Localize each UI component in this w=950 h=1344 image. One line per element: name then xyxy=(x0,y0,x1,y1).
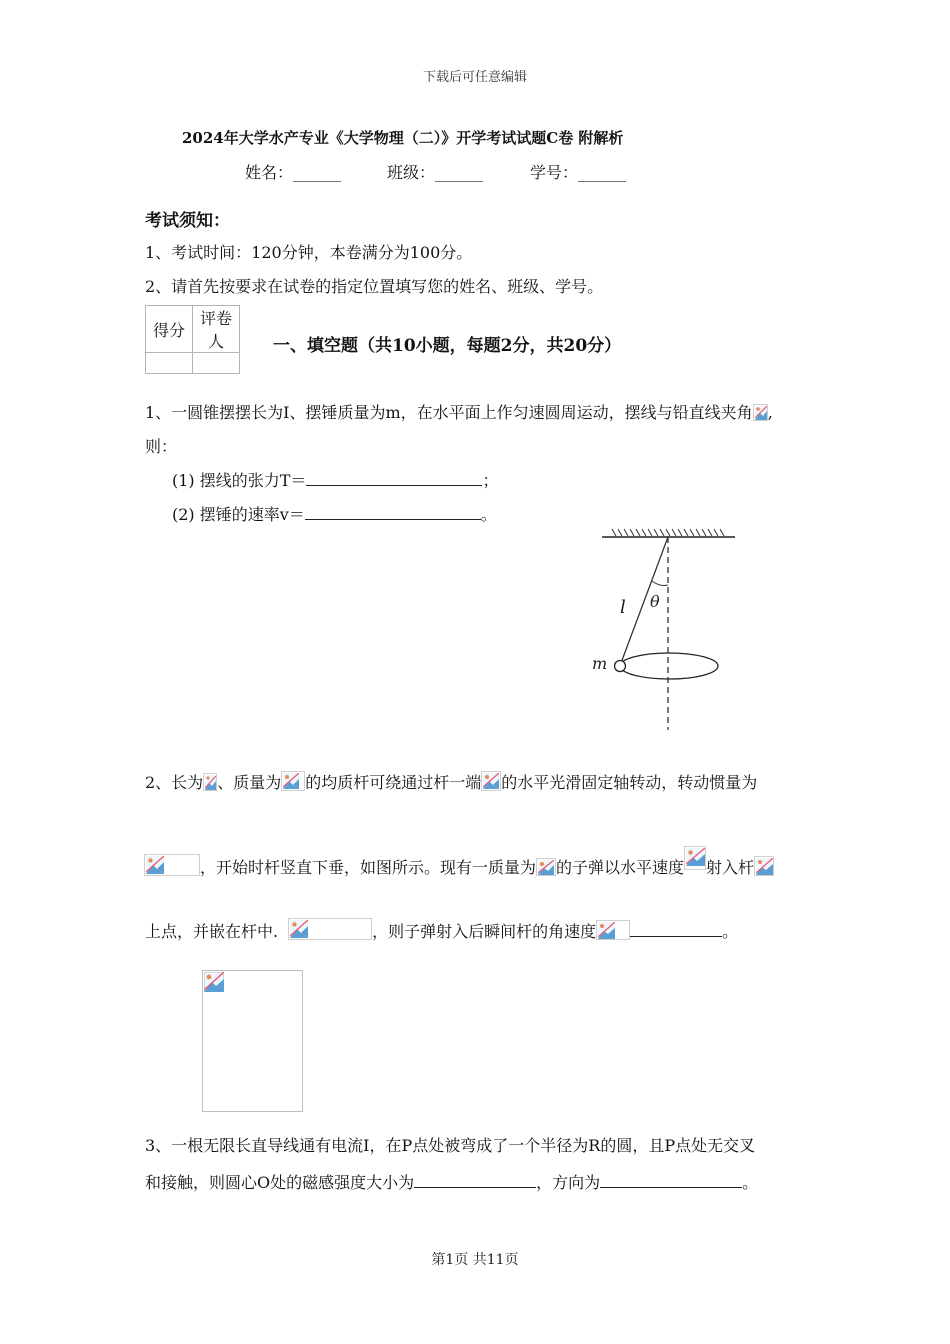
broken-image-icon xyxy=(596,920,630,940)
header-note: 下载后可任意编辑 xyxy=(422,70,527,85)
length-label: l xyxy=(620,597,626,618)
question-2-line-2: ，开始时杆竖直下垂，如图所示。现有一质量为 的子弹以水平速度 射入杆 xyxy=(144,846,774,878)
section-title: 一、填空题（共10小题，每题2分，共20分） xyxy=(273,336,622,356)
answer-blank[interactable] xyxy=(306,471,482,486)
student-id-field: 学号：______ xyxy=(530,163,627,182)
broken-image-icon xyxy=(203,773,217,791)
class-field: 班级：______ xyxy=(387,163,484,182)
answer-blank[interactable] xyxy=(600,1173,742,1188)
broken-image-icon xyxy=(754,856,774,876)
broken-image-icon xyxy=(684,846,706,870)
notice-item: 1、考试时间：120分钟，本卷满分为100分。 xyxy=(145,243,473,262)
notice-item: 2、请首先按要求在试卷的指定位置填写您的姓名、班级、学号。 xyxy=(145,277,604,296)
mass-label: m xyxy=(592,654,608,673)
grader-header: 评卷人 xyxy=(193,306,240,353)
score-header: 得分 xyxy=(146,306,193,353)
broken-image-icon xyxy=(536,858,556,876)
question-2-line-1: 2、长为 、质量为 的均质杆可绕通过杆一端 的水平光滑固定轴转动，转动惯量为 xyxy=(145,773,758,792)
page-title: 2024年大学水产专业《大学物理（二）》开学考试试题C卷 附解析 xyxy=(182,129,624,147)
question-3-line-2: 和接触，则圆心O处的磁感强度大小为 ，方向为 。 xyxy=(145,1173,759,1192)
question-1-then: 则： xyxy=(145,437,178,456)
question-1-part-1: (1) 摆线的张力T＝ ； xyxy=(172,471,499,490)
question-2-line-3: 上点，并嵌在杆中. ，则子弹射入后瞬间杆的角速度 。 xyxy=(145,918,738,942)
answer-blank[interactable] xyxy=(414,1173,536,1188)
name-field: 姓名：______ xyxy=(245,163,342,182)
question-3-line-1: 3、一根无限长直导线通有电流I，在P点处被弯成了一个半径为R的圆，且P点处无交叉 xyxy=(145,1136,756,1155)
broken-image-icon xyxy=(204,972,224,992)
question-1-text: 1、一圆锥摆摆长为I、摆锤质量为m，在水平面上作匀速圆周运动，摆线与铅直线夹角 xyxy=(145,403,753,422)
broken-image-icon xyxy=(753,404,768,421)
score-table xyxy=(145,305,240,374)
rod-figure-placeholder xyxy=(202,970,303,1112)
grader-cell xyxy=(193,353,240,374)
page-footer: 第1页 共11页 xyxy=(431,1252,519,1268)
answer-blank[interactable] xyxy=(305,505,481,520)
question-1-part-2: (2) 摆锤的速率v＝ 。 xyxy=(172,505,497,524)
notice-heading: 考试须知： xyxy=(145,211,230,231)
score-cell xyxy=(146,353,193,374)
conical-pendulum-figure xyxy=(590,525,750,735)
broken-image-icon xyxy=(144,854,200,876)
broken-image-icon xyxy=(288,918,372,940)
answer-blank[interactable] xyxy=(630,922,722,937)
broken-image-icon xyxy=(281,771,305,791)
question-1-line: 1、一圆锥摆摆长为I、摆锤质量为m，在水平面上作匀速圆周运动，摆线与铅直线夹角 , xyxy=(145,403,773,422)
broken-image-icon xyxy=(481,771,501,791)
angle-label: θ xyxy=(650,592,660,611)
